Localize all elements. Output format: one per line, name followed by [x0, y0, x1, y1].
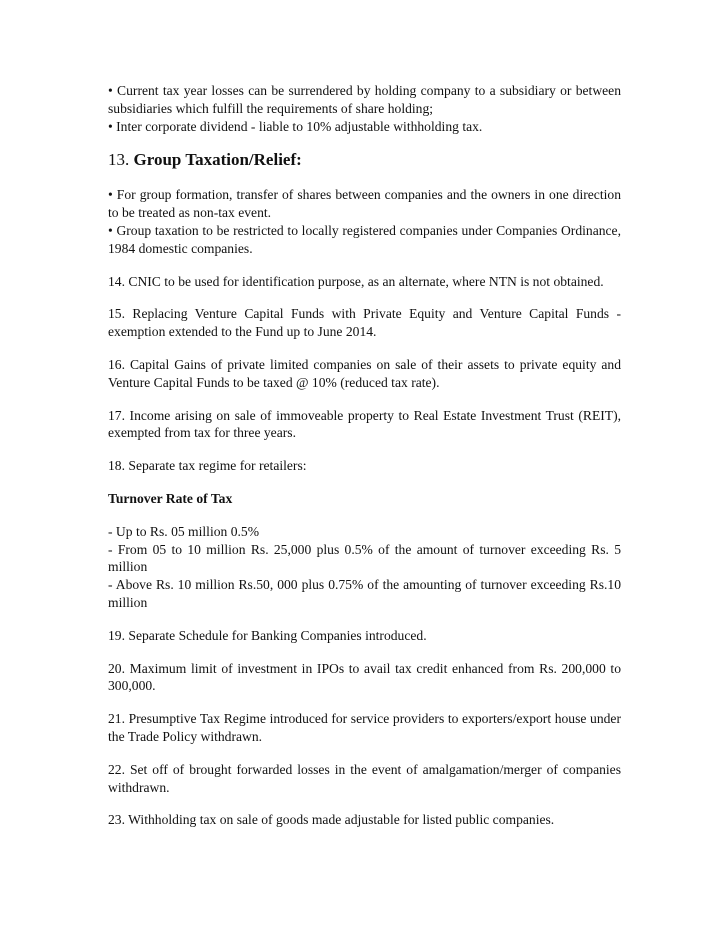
turnover-heading: Turnover Rate of Tax — [108, 490, 233, 506]
intro-bullet-losses: • Current tax year losses can be surrendered by holding company to a subsidiary or between subsidiaries which fulfill the requirements of share holding; — [108, 83, 621, 116]
intro-bullet-dividend: • Inter corporate dividend - liable to 10% adjustable withholding tax. — [108, 118, 483, 134]
item-15: 15. Replacing Venture Capital Funds with Private Equity and Venture Capital Funds - exemption extended to the Fund up to June 2014. — [108, 306, 621, 340]
item-22: 22. Set off of brought forwarded losses in the event of amalgamation/merger of companies withdrawn. — [108, 761, 621, 795]
item-23: 23. Withholding tax on sale of goods made adjustable for listed public companies. — [108, 812, 555, 828]
item-19: 19. Separate Schedule for Banking Companies introduced. — [108, 627, 427, 643]
section-13-heading — [108, 150, 621, 170]
section-13-title: Group Taxation/Relief: — [133, 150, 302, 170]
item-17: 17. Income arising on sale of immoveable property to Real Estate Investment Trust (REIT), exempted from tax for three years. — [108, 407, 621, 441]
item-20: 20. Maximum limit of investment in IPOs to avail tax credit enhanced from Rs. 200,000 to 300,000. — [108, 660, 621, 694]
turnover-line-3: - Above Rs. 10 million Rs.50, 000 plus 0.75% of the amounting of turnover exceeding Rs.10 million — [108, 577, 621, 610]
turnover-line-1: - Up to Rs. 05 million 0.5% — [108, 523, 260, 539]
turnover-line-2: - From 05 to 10 million Rs. 25,000 plus 0.5% of the amount of turnover exceeding Rs. 5 million — [108, 541, 621, 575]
item-14: 14. CNIC to be used for identification purpose, as an alternate, where NTN is not obtained. — [108, 273, 604, 289]
item-16: 16. Capital Gains of private limited companies on sale of their assets to private equity and Venture Capital Funds to be taxed @ 10% (reduced tax rate). — [108, 356, 621, 390]
section-13-bullet-restriction: • Group taxation to be restricted to locally registered companies under Companies Ordinance, 1984 domestic companies. — [108, 222, 621, 256]
section-13-number: 13. — [108, 150, 130, 170]
item-21: 21. Presumptive Tax Regime introduced for service providers to exporters/export house under the Trade Policy withdrawn. — [108, 711, 621, 744]
document-page — [108, 82, 621, 829]
item-18: 18. Separate tax regime for retailers: — [108, 458, 307, 474]
section-13-bullet-formation: • For group formation, transfer of shares between companies and the owners in one direction to be treated as non-tax event. — [108, 187, 621, 221]
